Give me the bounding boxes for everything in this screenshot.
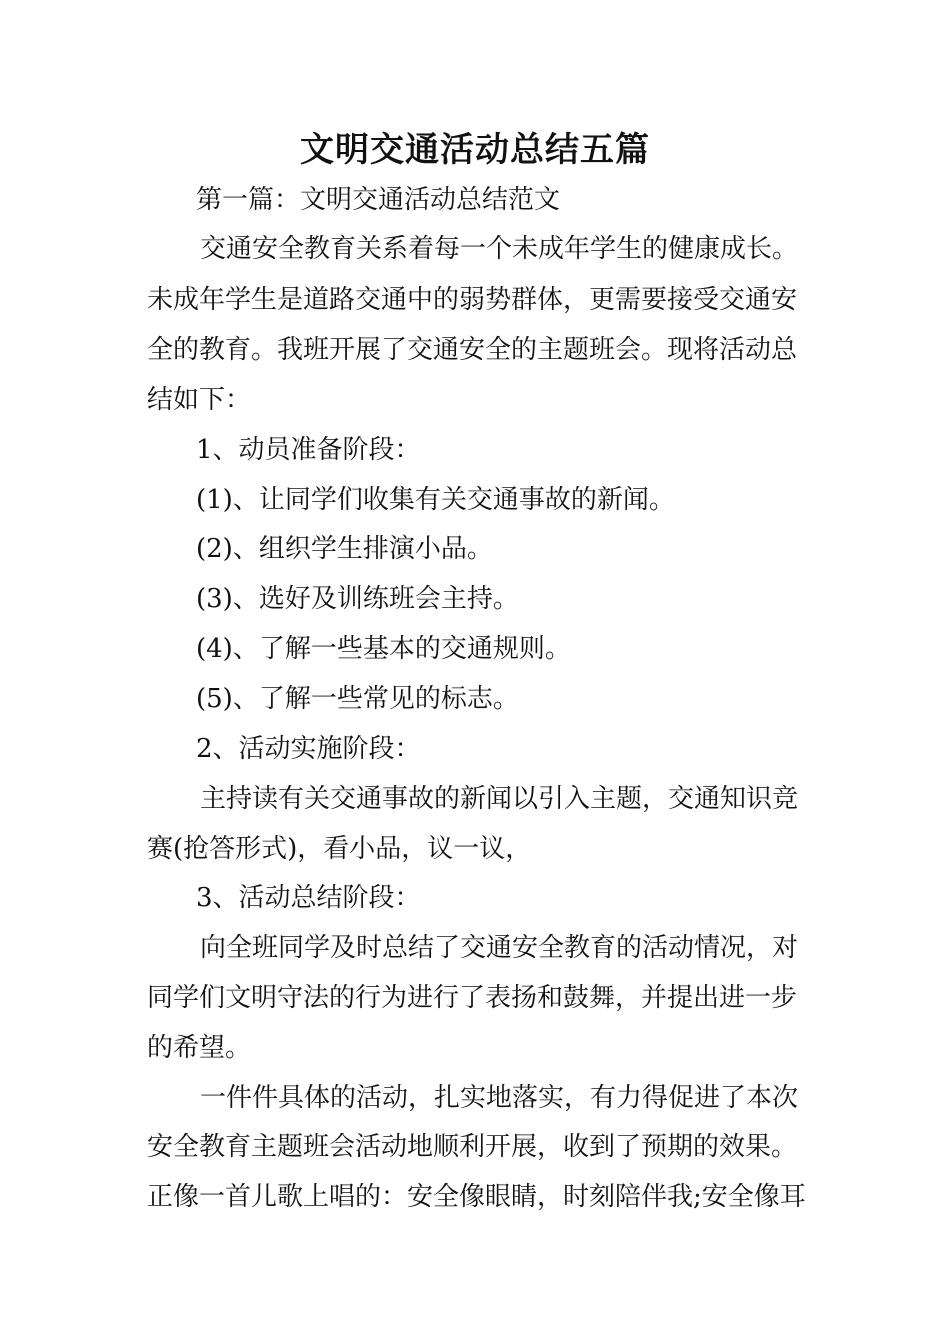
paragraph-line: 主持读有关交通事故的新闻以引入主题，交通知识竞 [200, 784, 799, 814]
list-item: (3)、选好及训练班会主持。 [196, 584, 519, 614]
paragraph-line: 安全教育主题班会活动地顺利开展，收到了预期的效果。 [147, 1132, 798, 1162]
list-item: (1)、让同学们收集有关交通事故的新闻。 [196, 485, 675, 515]
list-item: (5)、了解一些常见的标志。 [196, 684, 519, 714]
paragraph-line: 结如下： [147, 385, 252, 415]
document-title: 文明交通活动总结五篇 [300, 130, 650, 170]
list-heading: 1、动员准备阶段： [196, 435, 421, 465]
paragraph-line: 赛(抢答形式)，看小品，议一议， [147, 834, 532, 864]
paragraph-line: 全的教育。我班开展了交通安全的主题班会。现将活动总 [147, 335, 798, 365]
list-item: (4)、了解一些基本的交通规则。 [196, 634, 571, 664]
paragraph-line: 一件件具体的活动，扎实地落实，有力得促进了本次 [200, 1083, 799, 1113]
section-heading: 第一篇：文明交通活动总结范文 [196, 185, 561, 215]
paragraph-line: 的希望。 [147, 1033, 252, 1063]
list-heading: 2、活动实施阶段： [196, 734, 421, 764]
paragraph-line: 未成年学生是道路交通中的弱势群体，更需要接受交通安 [147, 285, 798, 315]
paragraph-line: 向全班同学及时总结了交通安全教育的活动情况，对 [200, 933, 799, 963]
paragraph-line: 同学们文明守法的行为进行了表扬和鼓舞，并提出进一步 [147, 983, 798, 1013]
paragraph-line: 正像一首儿歌上唱的：安全像眼睛，时刻陪伴我;安全像耳 [147, 1182, 806, 1212]
paragraph-line: 交通安全教育关系着每一个未成年学生的健康成长。 [200, 234, 799, 264]
list-item: (2)、组织学生排演小品。 [196, 534, 493, 564]
list-heading: 3、活动总结阶段： [196, 883, 421, 913]
